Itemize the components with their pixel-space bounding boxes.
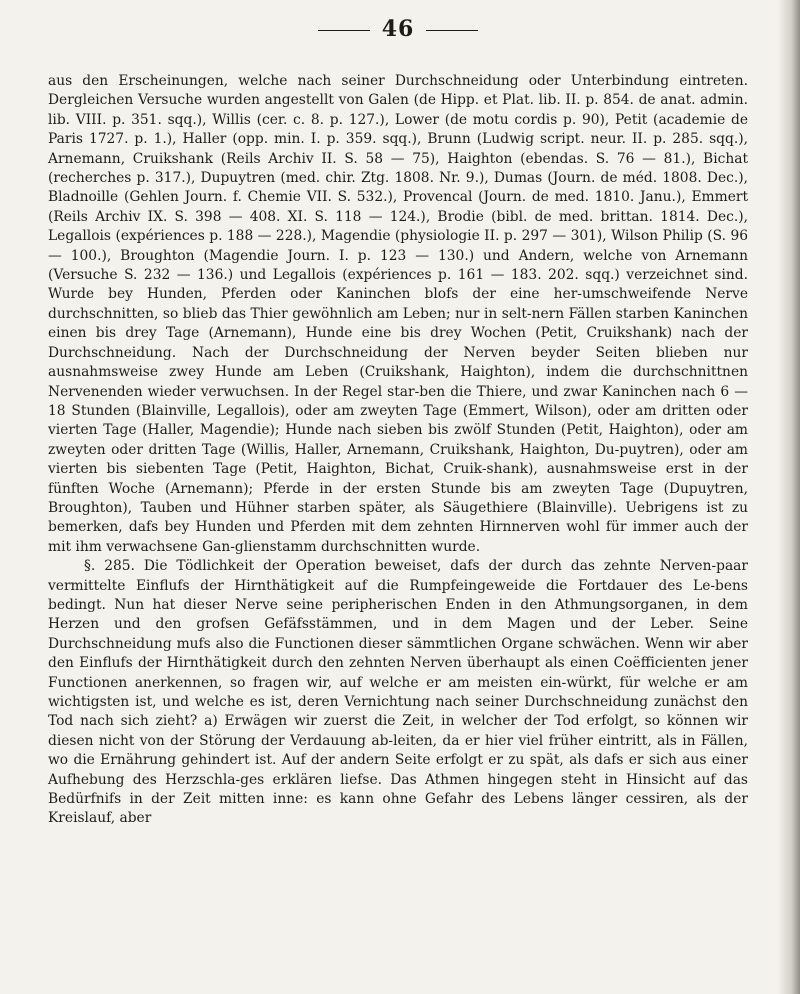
rule-left	[318, 30, 370, 31]
rule-right	[426, 30, 478, 31]
paragraph-1: aus den Erscheinungen, welche nach seiner Durchschneidung oder Unterbindung eintreten. Dergleichen Versuche wurden angestellt von Galen (de Hipp. et Plat. lib. II. p. 854. de anat. admin. lib. VIII. p. 351. sqq.), Willis (cer. c. 8. p. 127.), Lower (de motu cordis p. 90), Petit (academie de Paris 1727. p. 1.), Haller (opp. min. I. p. 359. sqq.), Brunn (Ludwig script. neur. II. p. 285. sqq.), Arnemann, Cruikshank (Reils Archiv II. S. 58 — 75), Haighton (ebendas. S. 76 — 81.), Bichat (recherches p. 317.), Dupuytren (med. chir. Ztg. 1808. Nr. 9.), Dumas (Journ. de méd. 1808. Dec.), Bladnoille (Gehlen Journ. f. Chemie VII. S. 532.), Provencal (Journ. de med. 1810. Janu.), Emmert (Reils Archiv IX. S. 398 — 408. XI. S. 118 — 124.), Brodie (bibl. de med. brittan. 1814. Dec.), Legallois (expériences p. 188 — 228.), Magendie (physiologie II. p. 297 — 301), Wilson Philip (S. 96 — 100.), Broughton (Magendie Journ. I. p. 123 — 130.) und Andern, welche von Arnemann (Versuche S. 232 — 136.) und Legallois (expériences p. 161 — 183. 202. sqq.) verzeichnet sind. Wurde bey Hunden, Pferden oder Kaninchen blofs der eine her-umschweifende Nerve durchschnitten, so blieb das Thier gewöhnlich am Leben; nur in selt-nern Fällen starben Kaninchen einen bis drey Tage (Arnemann), Hunde eine bis drey Wochen (Petit, Cruikshank) nach der Durchschneidung. Nach der Durchschneidung der Nerven beyder Seiten blieben nur ausnahmsweise zwey Hunde am Leben (Cruikshank, Haighton), indem die durchschnittnen Nervenenden wieder verwuchsen. In der Regel star-ben die Thiere, und zwar Kaninchen nach 6 — 18 Stunden (Blainville, Legallois), oder am zweyten Tage (Emmert, Wilson), oder am dritten oder vierten Tage (Haller, Magendie); Hunde nach sieben bis zwölf Stunden (Petit, Haighton), oder am zweyten oder dritten Tage (Willis, Haller, Arnemann, Cruikshank, Haighton, Du-puytren), oder am vierten bis siebenten Tage (Petit, Haighton, Bichat, Cruik-shank), ausnahmsweise erst in der fünften Woche (Arnemann); Pferde in der ersten Stunde bis am zweyten Tage (Dupuytren, Broughton), Tauben und Hühner starben später, als Säugethiere (Blainville). Uebrigens ist zu bemerken, dafs bey Hunden und Pferden mit dem zehnten Hirnnerven wohl für immer auch der mit ihm verwachsene Gan-glienstamm durchschnitten wurde.	[48, 73, 748, 555]
scan-edge-shadow	[778, 0, 800, 994]
body-text	[48, 72, 748, 829]
page-number-text: 46	[381, 16, 415, 42]
book-page	[48, 16, 748, 829]
page-number	[48, 16, 748, 42]
paragraph-285: §. 285. Die Tödlichkeit der Operation beweiset, dafs der durch das zehnte Nerven-paar vermittelte Einflufs der Hirnthätigkeit auf die Rumpfeingeweide die Fortdauer des Le-bens bedingt. Nun hat dieser Nerve seine peripherischen Enden in den Athmungsorganen, in dem Herzen und den grofsen Gefäfsstämmen, und in dem Magen und der Leber. Seine Durchschneidung mufs also die Functionen dieser sämmtlichen Organe schwächen. Wenn wir aber den Einflufs der Hirnthätigkeit durch den zehnten Nerven überhaupt als einen Coëfficienten jener Functionen anerkennen, so fragen wir, auf welche er am meisten ein-würkt, für welche er am wichtigsten ist, und welche es ist, deren Vernichtung nach seiner Durchschneidung zunächst den Tod nach sich zieht? a) Erwägen wir zuerst die Zeit, in welcher der Tod erfolgt, so können wir diesen nicht von der Störung der Verdauung ab-leiten, da er hier viel früher eintritt, als in Fällen, wo die Ernährung gehindert ist. Auf der andern Seite erfolgt er zu spät, als dafs er sich aus einer Aufhebung des Herzschla-ges erklären liefse. Das Athmen hingegen steht in Hinsicht auf das Bedürfnifs in der Zeit mitten inne: es kann ohne Gefahr des Lebens länger cessiren, als der Kreislauf, aber	[48, 558, 748, 827]
